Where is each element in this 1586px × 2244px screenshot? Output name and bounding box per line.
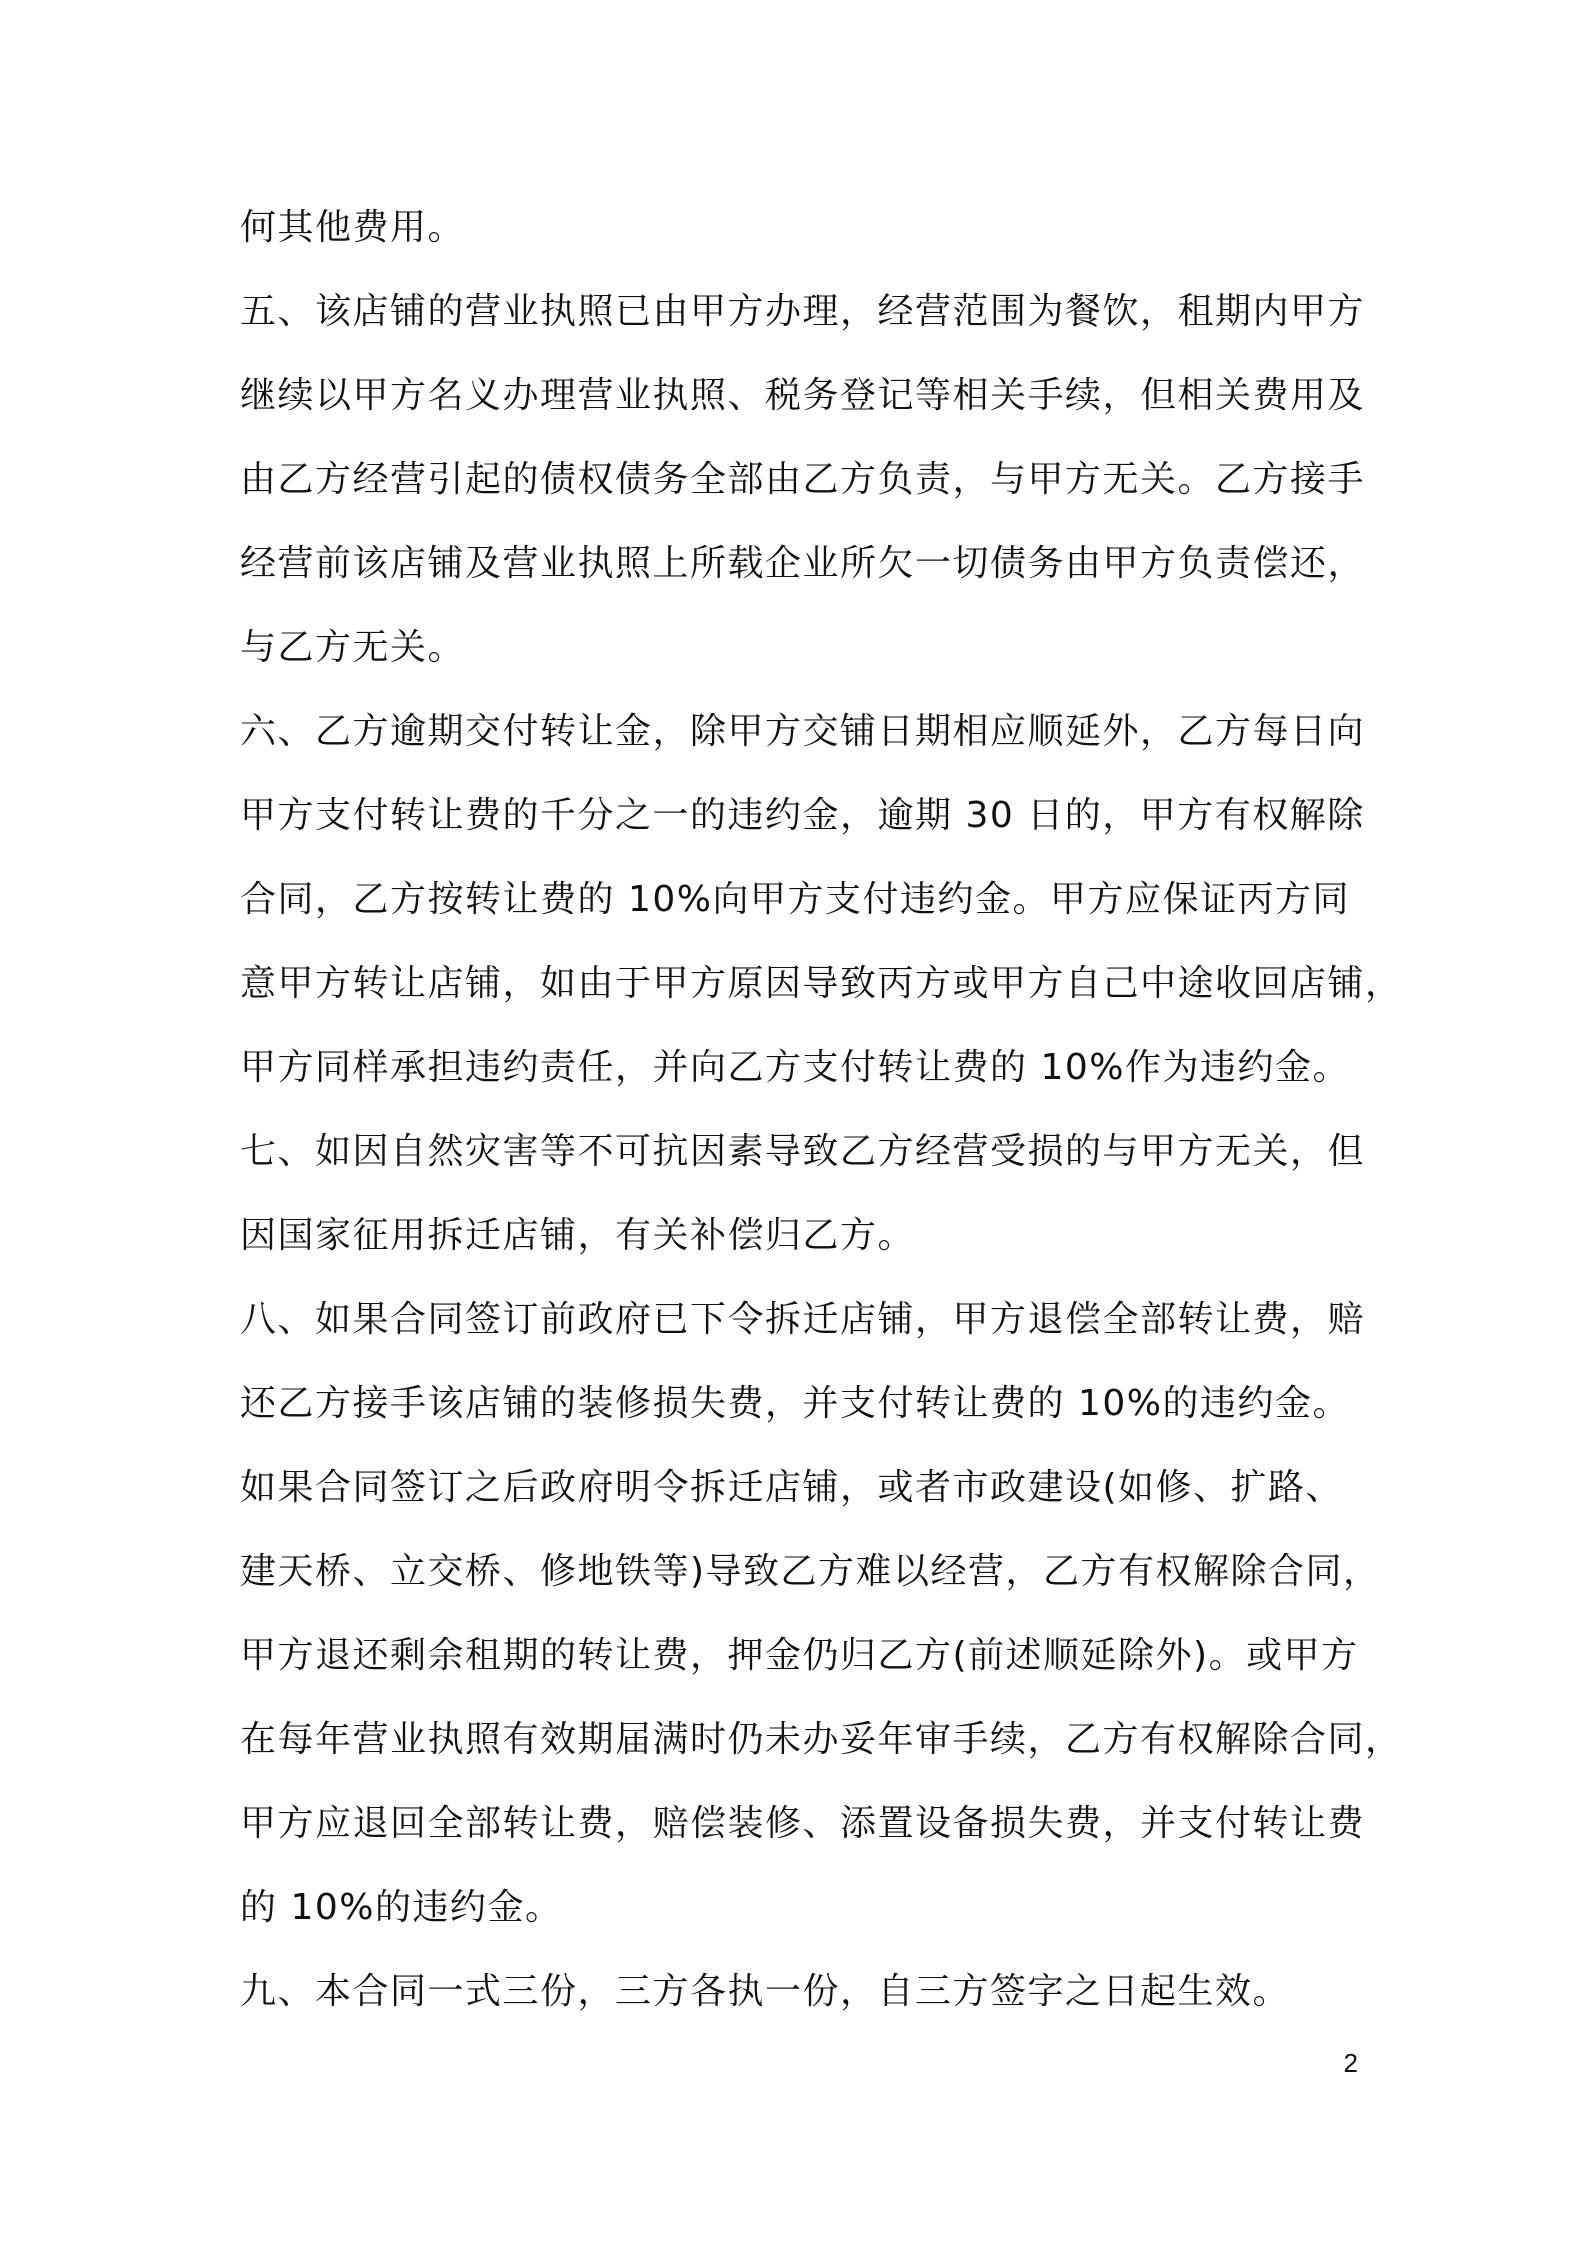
text-line: 还乙方接手该店铺的装修损失费，并支付转让费的 10%的违约金。	[240, 1383, 1350, 1424]
text-line: 六、乙方逾期交付转让金，除甲方交铺日期相应顺延外，乙方每日向	[240, 711, 1366, 752]
text-line: 何其他费用。	[240, 207, 466, 248]
text-line: 继续以甲方名义办理营业执照、税务登记等相关手续，但相关费用及	[240, 375, 1366, 416]
text-line: 甲方退还剩余租期的转让费，押金仍归乙方(前述顺延除外)。或甲方	[240, 1635, 1359, 1676]
text-line: 五、该店铺的营业执照已由甲方办理，经营范围为餐饮，租期内甲方	[240, 291, 1366, 332]
contract-text-body	[240, 186, 1403, 2034]
text-line: 甲方应退回全部转让费，赔偿装修、添置设备损失费，并支付转让费	[240, 1803, 1366, 1844]
text-line: 八、如果合同签订前政府已下令拆迁店铺，甲方退偿全部转让费，赔	[240, 1299, 1366, 1340]
text-line: 的 10%的违约金。	[240, 1887, 563, 1928]
text-line: 建天桥、立交桥、修地铁等)导致乙方难以经营，乙方有权解除合同，	[240, 1551, 1381, 1592]
page-number: 2	[1343, 2048, 1358, 2078]
text-line: 合同，乙方按转让费的 10%向甲方支付违约金。甲方应保证丙方同	[240, 879, 1350, 920]
text-line: 在每年营业执照有效期届满时仍未办妥年审手续，乙方有权解除合同，	[240, 1719, 1403, 1760]
text-line: 意甲方转让店铺，如由于甲方原因导致丙方或甲方自己中途收回店铺，	[240, 963, 1403, 1004]
text-line: 因国家征用拆迁店铺，有关补偿归乙方。	[240, 1215, 916, 1256]
text-line: 经营前该店铺及营业执照上所载企业所欠一切债务由甲方负责偿还，	[240, 543, 1366, 584]
text-line: 与乙方无关。	[240, 627, 466, 668]
text-line: 七、如因自然灾害等不可抗因素导致乙方经营受损的与甲方无关，但	[240, 1131, 1366, 1172]
text-line: 如果合同签订之后政府明令拆迁店铺，或者市政建设(如修、扩路、	[240, 1467, 1344, 1508]
text-line: 由乙方经营引起的债权债务全部由乙方负责，与甲方无关。乙方接手	[240, 459, 1366, 500]
text-line: 九、本合同一式三份，三方各执一份，自三方签字之日起生效。	[240, 1971, 1291, 2012]
text-line: 甲方支付转让费的千分之一的违约金，逾期 30 日的，甲方有权解除	[240, 795, 1365, 836]
text-line: 甲方同样承担违约责任，并向乙方支付转让费的 10%作为违约金。	[240, 1047, 1350, 1088]
